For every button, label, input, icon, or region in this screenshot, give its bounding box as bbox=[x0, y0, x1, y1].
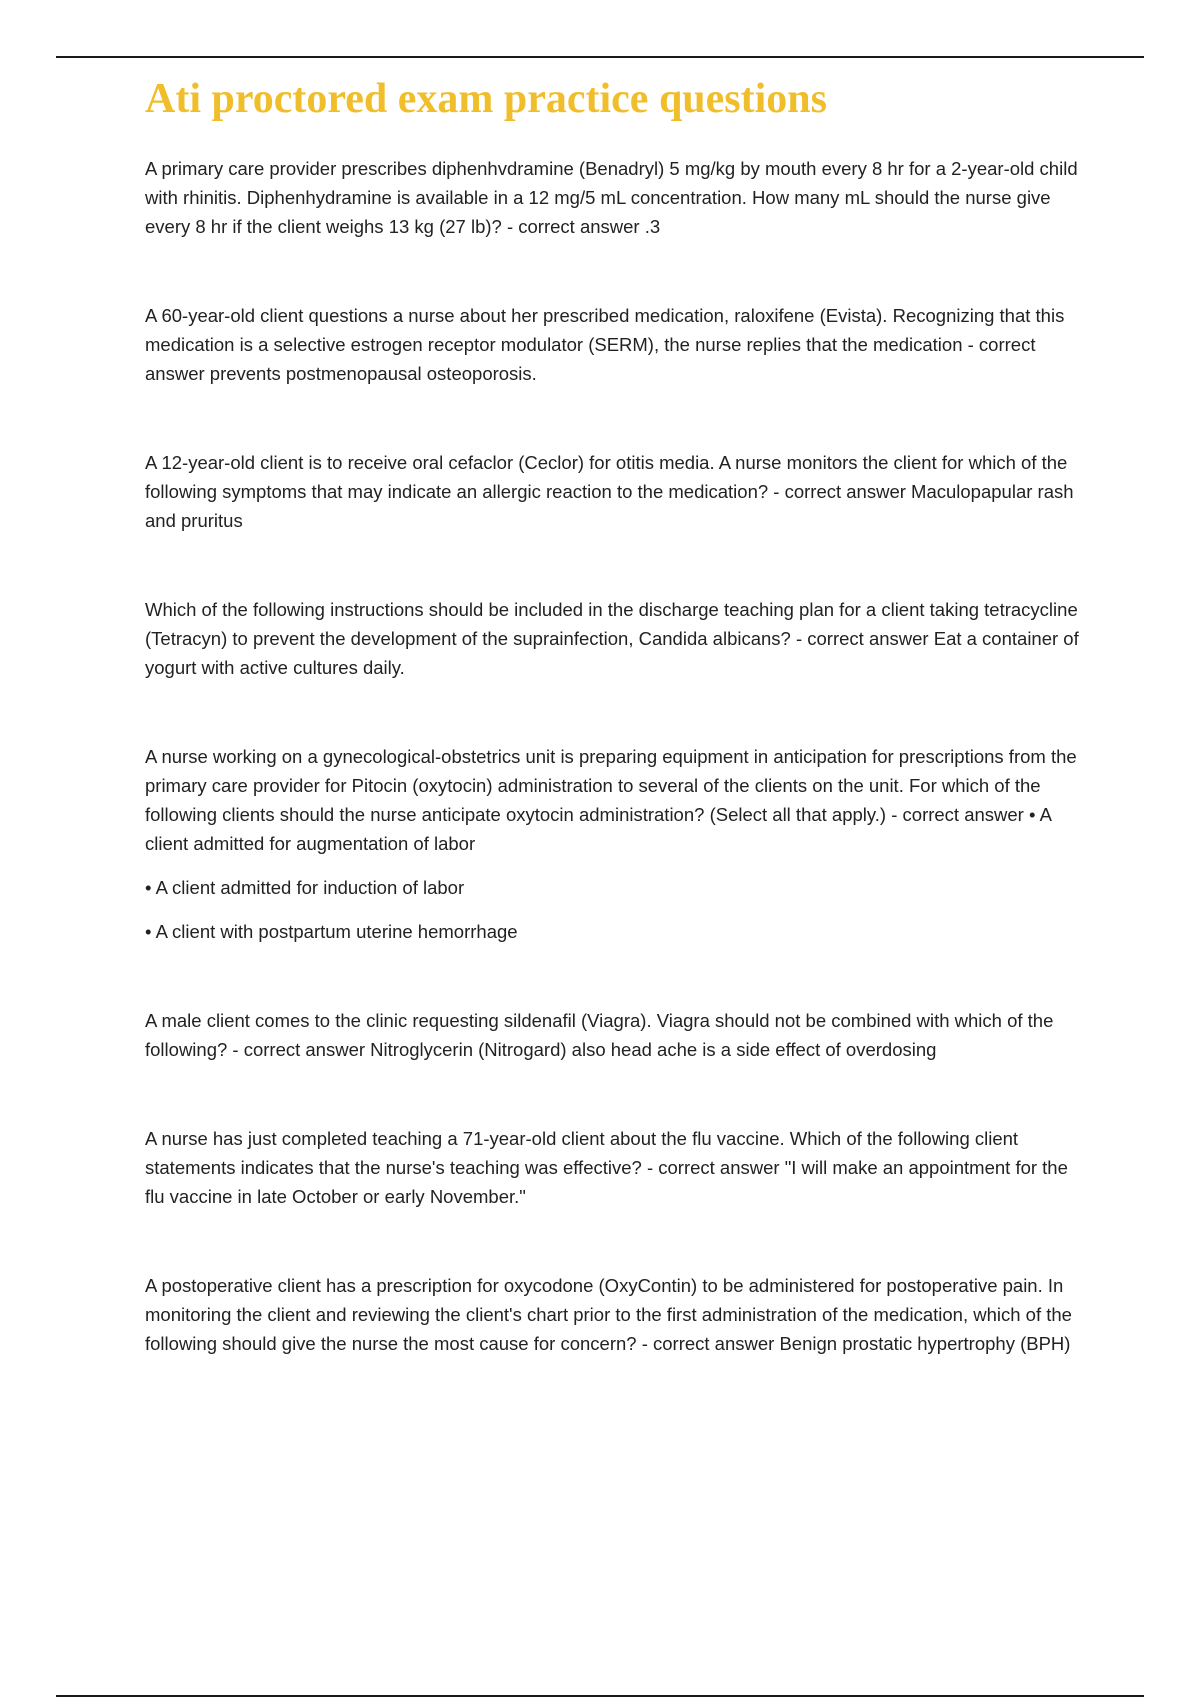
question-text: A primary care provider prescribes diphenhvdramine (Benadryl) 5 mg/kg by mouth every 8 hr for a 2-year-old child with rhinitis. Diphenhydramine is available in a 12 mg/5 mL concentration. How many mL should the nurse give every 8 hr if the client weighs 13 kg (27 lb)? - correct answer .3 bbox=[145, 158, 1078, 237]
question-text: A 60-year-old client questions a nurse about her prescribed medication, raloxifene (Evista). Recognizing that this medication is a selective estrogen receptor modulator (SERM), the nurse replies that the medication - correct answer prevents postmenopausal osteoporosis. bbox=[145, 305, 1065, 384]
question-text: A nurse has just completed teaching a 71-year-old client about the flu vaccine. Which of the following client statements indicates that the nurse's teaching was effective? - correct answer "I will make an appointment for the flu vaccine in late October or early November." bbox=[145, 1128, 1068, 1207]
question-item bbox=[145, 448, 1090, 535]
document-body bbox=[145, 70, 1090, 1418]
answer-bullet: • A client admitted for induction of labor bbox=[145, 877, 465, 898]
question-item bbox=[145, 1271, 1090, 1358]
question-item bbox=[145, 301, 1090, 388]
question-item bbox=[145, 154, 1090, 241]
question-item bbox=[145, 1124, 1090, 1211]
question-text: A postoperative client has a prescription for oxycodone (OxyContin) to be administered for postoperative pain. In monitoring the client and reviewing the client's chart prior to the first administration of the medication, which of the following should give the nurse the most cause for concern? - correct answer Benign prostatic hypertrophy (BPH) bbox=[145, 1275, 1072, 1354]
question-item bbox=[145, 742, 1090, 946]
document-title: Ati proctored exam practice questions bbox=[145, 76, 828, 122]
question-item bbox=[145, 595, 1090, 682]
top-rule bbox=[56, 56, 1144, 58]
bottom-rule bbox=[56, 1695, 1144, 1697]
question-text: A male client comes to the clinic requesting sildenafil (Viagra). Viagra should not be combined with which of the following? - correct answer Nitroglycerin (Nitrogard) also head ache is a side effect of overdosing bbox=[145, 1010, 1054, 1060]
question-item bbox=[145, 1006, 1090, 1064]
question-text: A nurse working on a gynecological-obstetrics unit is preparing equipment in anticipation for prescriptions from the primary care provider for Pitocin (oxytocin) administration to several of the clients on the unit. For which of the following clients should the nurse anticipate oxytocin administration? (Select all that apply.) - correct answer • A client admitted for augmentation of labor bbox=[145, 746, 1077, 854]
question-text: Which of the following instructions should be included in the discharge teaching plan for a client taking tetracycline (Tetracyn) to prevent the development of the suprainfection, Candida albicans? - correct answer Eat a container of yogurt with active cultures daily. bbox=[145, 599, 1079, 678]
answer-bullet: • A client with postpartum uterine hemorrhage bbox=[145, 921, 518, 942]
question-text: A 12-year-old client is to receive oral cefaclor (Ceclor) for otitis media. A nurse monitors the client for which of the following symptoms that may indicate an allergic reaction to the medication? - correct answer Maculopapular rash and pruritus bbox=[145, 452, 1074, 531]
